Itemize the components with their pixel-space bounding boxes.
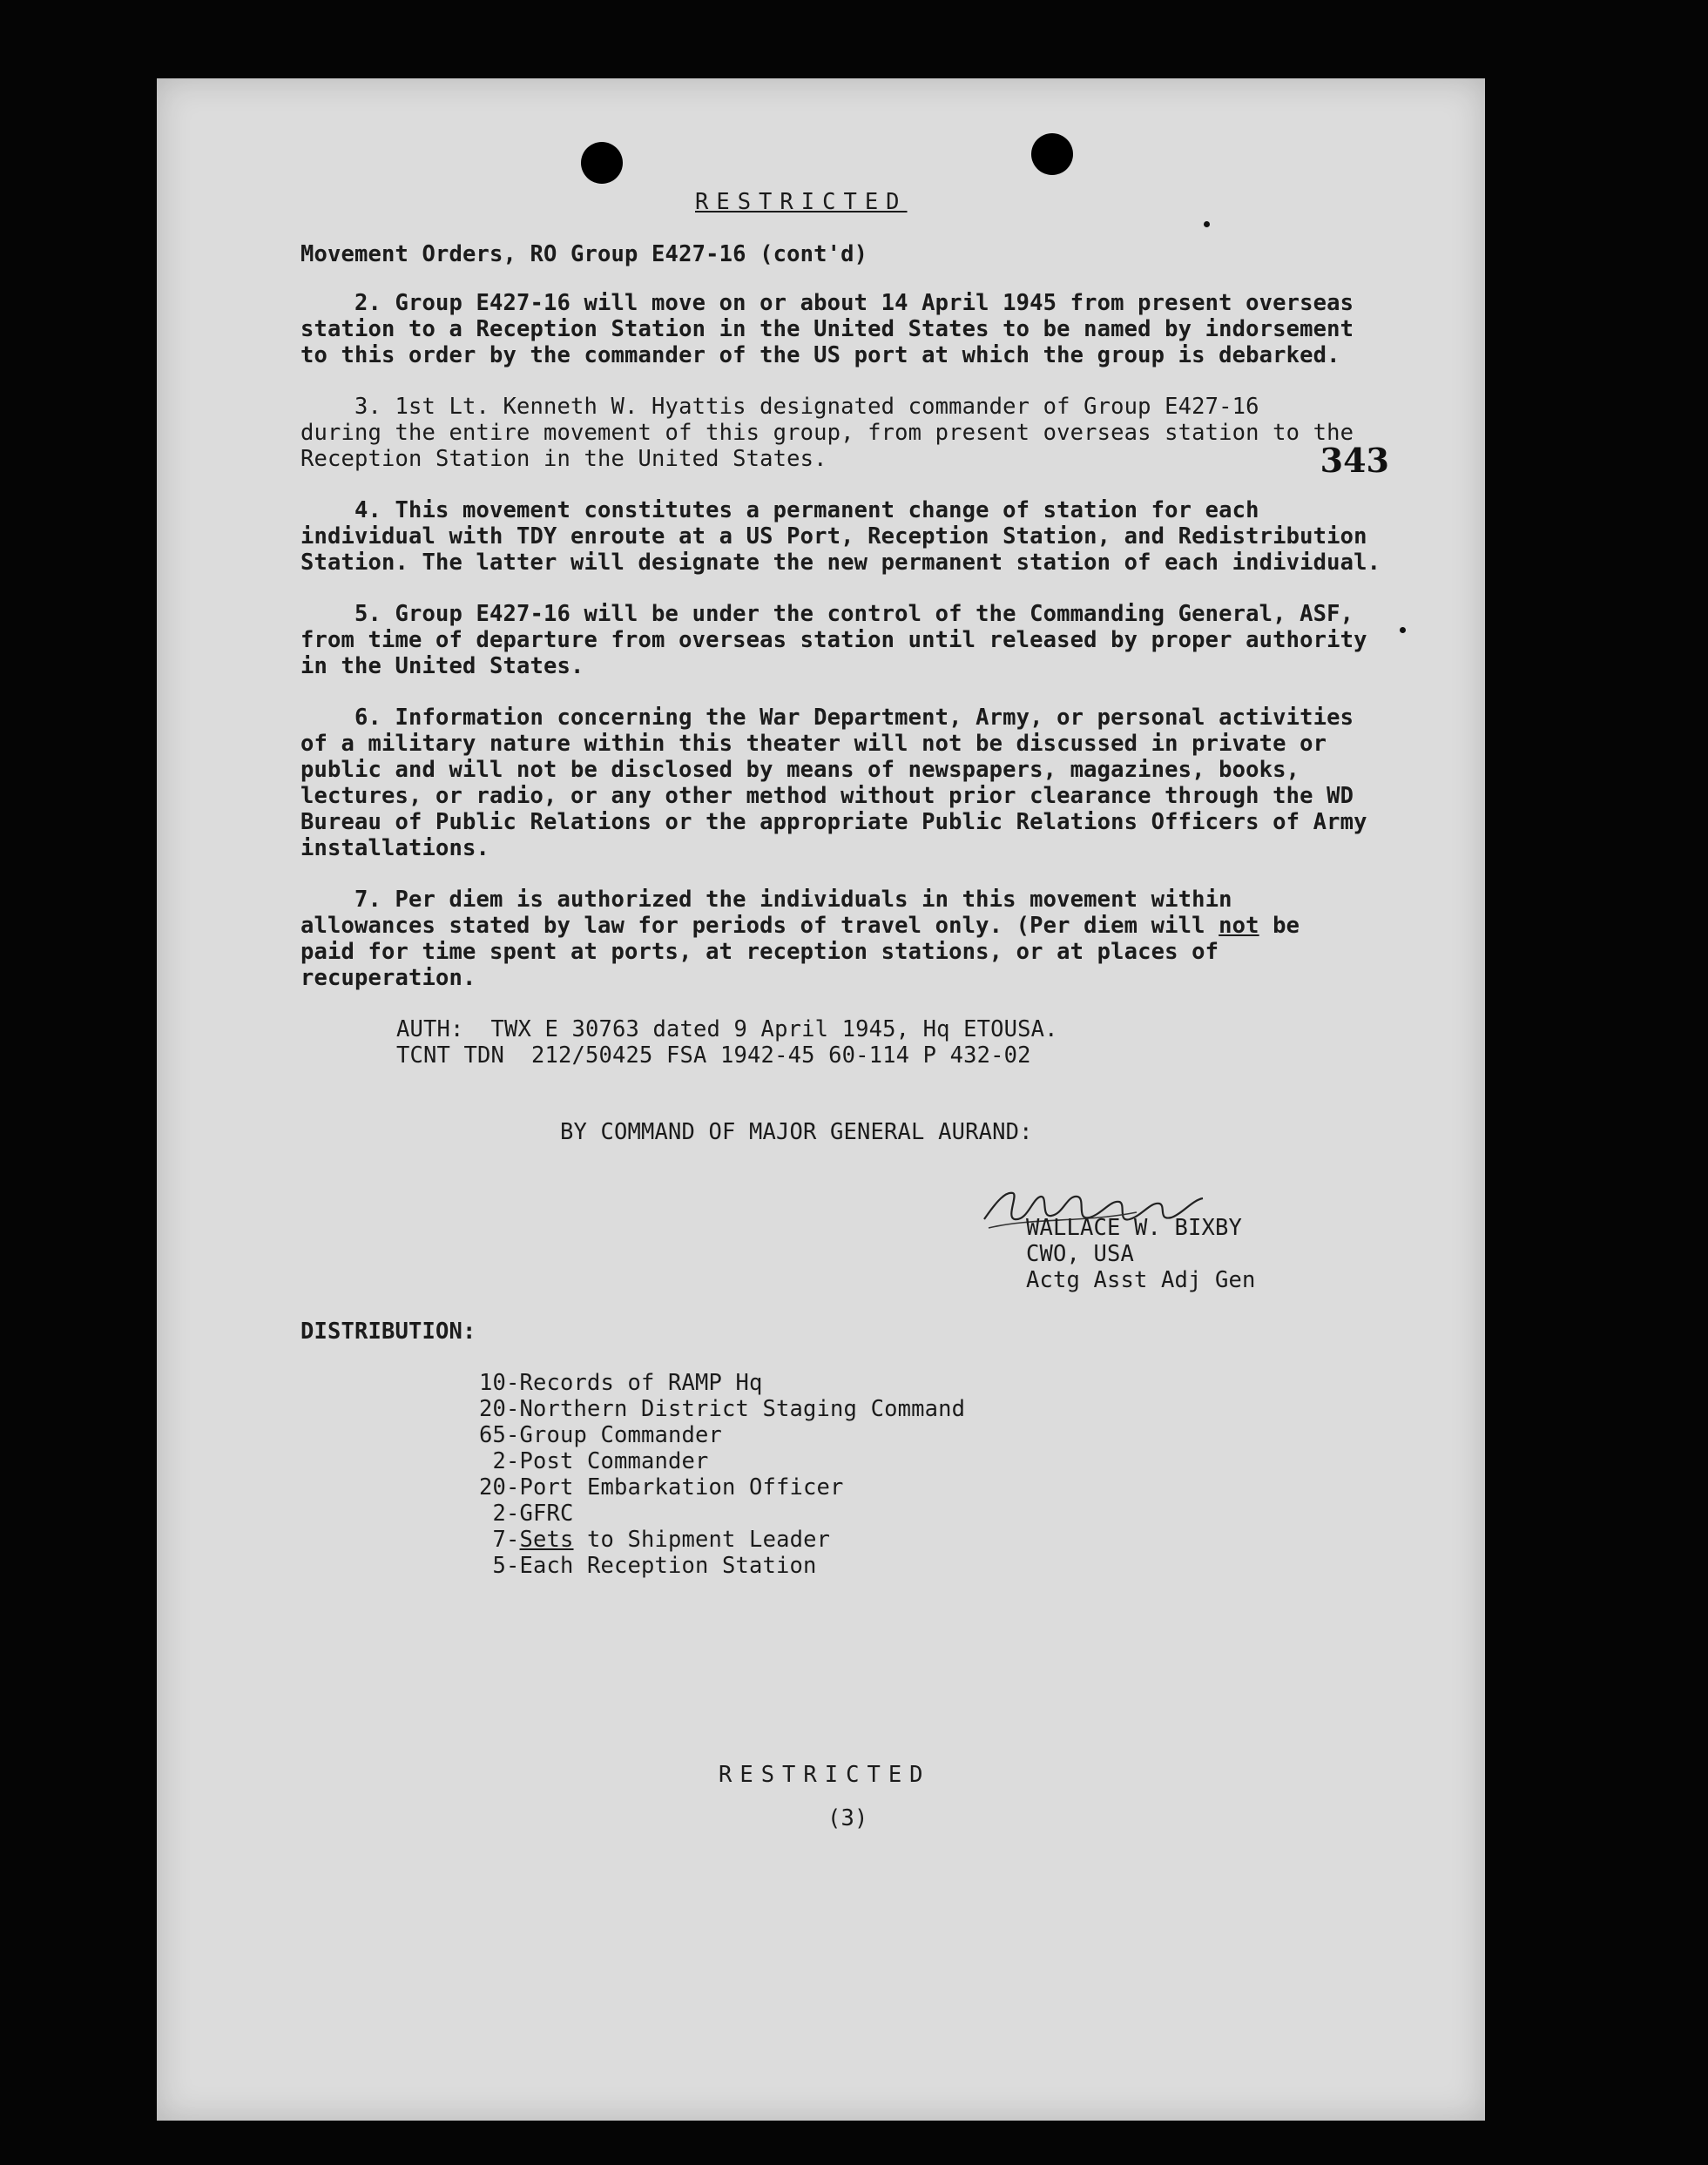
paragraph-7-line: paid for time spent at ports, at reception stations, or at places of <box>300 939 1219 965</box>
signer-rank: CWO, USA <box>1026 1241 1135 1267</box>
paragraph-5-line: from time of departure from overseas station until released by proper authority <box>300 627 1367 653</box>
distribution-item: 10-Records of RAMP Hq <box>479 1370 763 1396</box>
signer-title: Actg Asst Adj Gen <box>1026 1267 1256 1293</box>
speck <box>1204 221 1210 227</box>
distribution-item: 5-Each Reception Station <box>479 1553 817 1579</box>
distribution-item: 2-GFRC <box>479 1501 574 1527</box>
underlined-sets: Sets <box>519 1527 574 1553</box>
page-number: (3) <box>827 1805 868 1831</box>
paragraph-7-line: 7. Per diem is authorized the individuals in this movement within <box>300 887 1232 913</box>
paragraph-4-line: individual with TDY enroute at a US Port, Reception Station, and Redistribution <box>300 523 1367 550</box>
paragraph-4-line: 4. This movement constitutes a permanent change of station for each <box>300 497 1259 523</box>
text-run: allowances stated by law for periods of travel only. (Per diem will <box>300 913 1219 939</box>
paragraph-5-line: 5. Group E427-16 will be under the control of the Commanding General, ASF, <box>300 601 1354 627</box>
text-run: be <box>1259 913 1300 939</box>
document-title: Movement Orders, RO Group E427-16 (cont'd) <box>300 241 868 267</box>
paragraph-6-line: 6. Information concerning the War Department, Army, or personal activities <box>300 705 1354 731</box>
paragraph-2-line: 2. Group E427-16 will move on or about 14 April 1945 from present overseas <box>300 290 1354 316</box>
signer-name: WALLACE W. BIXBY <box>1026 1215 1243 1241</box>
command-line: BY COMMAND OF MAJOR GENERAL AURAND: <box>560 1119 1033 1145</box>
text-run: 7- <box>479 1527 520 1553</box>
paragraph-6-line: installations. <box>300 835 490 861</box>
paragraph-6-line: public and will not be disclosed by means of newspapers, magazines, books, <box>300 757 1300 783</box>
paragraph-4-line: Station. The latter will designate the new permanent station of each individual. <box>300 550 1381 576</box>
text-run: to Shipment Leader <box>573 1527 831 1553</box>
paragraph-7-line: recuperation. <box>300 965 476 991</box>
paragraph-2-line: station to a Reception Station in the United States to be named by indorsement <box>300 316 1354 342</box>
page-mark: 343 <box>1320 441 1389 480</box>
distribution-item: 20-Port Embarkation Officer <box>479 1474 844 1501</box>
punch-hole-left <box>581 142 623 184</box>
auth-line: AUTH: TWX E 30763 dated 9 April 1945, Hq ETOUSA. <box>396 1016 1058 1042</box>
paragraph-6-line: of a military nature within this theater will not be discussed in private or <box>300 731 1327 757</box>
restricted-footer: RESTRICTED <box>719 1762 931 1788</box>
paragraph-3-line: during the entire movement of this group, from present overseas station to the <box>300 420 1354 446</box>
restricted-header: RESTRICTED <box>695 189 908 215</box>
punch-hole-right <box>1031 133 1073 175</box>
distribution-item: 2-Post Commander <box>479 1448 709 1474</box>
speck <box>1400 627 1406 633</box>
paragraph-7-line <box>300 913 1300 939</box>
paragraph-6-line: lectures, or radio, or any other method without prior clearance through the WD <box>300 783 1354 809</box>
distribution-item: 65-Group Commander <box>479 1422 723 1448</box>
paragraph-5-line: in the United States. <box>300 653 584 679</box>
paragraph-3-line: Reception Station in the United States. <box>300 446 827 472</box>
document-page <box>157 78 1485 2121</box>
paragraph-2-line: to this order by the commander of the US port at which the group is debarked. <box>300 342 1340 368</box>
distribution-item <box>479 1527 830 1553</box>
distribution-label: DISTRIBUTION: <box>300 1319 476 1345</box>
paragraph-3-line: 3. 1st Lt. Kenneth W. Hyattis designated commander of Group E427-16 <box>300 394 1259 420</box>
distribution-item: 20-Northern District Staging Command <box>479 1396 966 1422</box>
paragraph-6-line: Bureau of Public Relations or the appropriate Public Relations Officers of Army <box>300 809 1367 835</box>
auth-line: TCNT TDN 212/50425 FSA 1942-45 60-114 P 432-02 <box>396 1042 1031 1069</box>
underlined-not: not <box>1219 913 1259 939</box>
